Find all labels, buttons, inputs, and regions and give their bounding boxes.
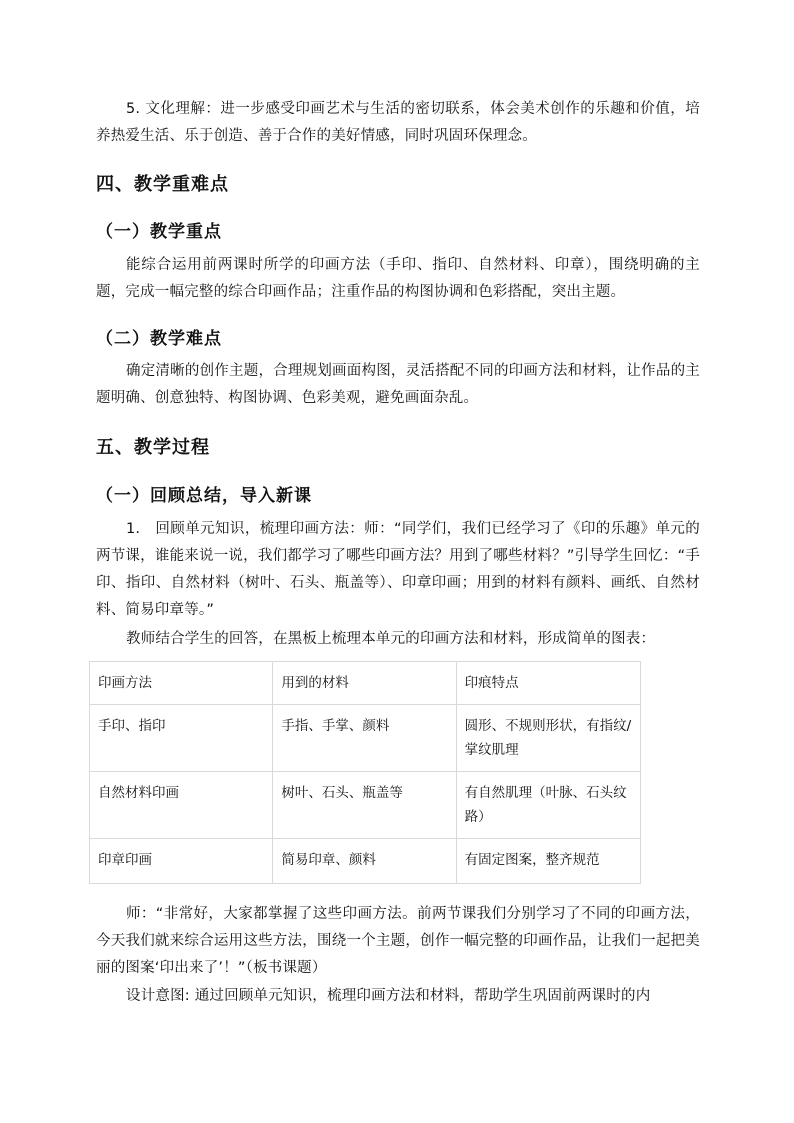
paragraph-board-summary: 教师结合学生的回答，在黑板上梳理本单元的印画方法和材料，形成简单的图表： (126, 631, 656, 647)
table-header-row (90, 662, 641, 705)
heading-teaching-difficulty: （二）教学难点 (96, 329, 222, 349)
heading-teaching-key-difficult: 四、教学重难点 (96, 174, 229, 195)
table-row (90, 839, 641, 884)
table-cell: 自然材料印画 (90, 772, 273, 839)
paragraph-key-point: 能综合运用前两课时所学的印画方法（手印、指印、自然材料、印章），围绕明确的主题，完成一幅完整的综合印画作品；注重作品的构图协调和色彩搭配，突出主题。 (96, 257, 700, 300)
heading-teaching-key-point: （一）教学重点 (96, 222, 222, 242)
paragraph-design-intent: 设计意图: 通过回顾单元知识，梳理印画方法和材料，帮助学生巩固前两课时的内 (126, 988, 651, 1004)
table-cell: 手印、指印 (90, 705, 273, 772)
heading-teaching-process: 五、教学过程 (96, 437, 210, 458)
table-cell: 手指、手掌、颜料 (273, 705, 456, 772)
table-cell: 简易印章、颜料 (273, 839, 456, 884)
paragraph-teacher-speech: 师：“非常好，大家都掌握了这些印画方法。前两节课我们分别学习了不同的印画方法，今天我们就来综合运用这些方法，围绕一个主题，创作一幅完整的印画作品，让我们一起把美丽的图案‘印出来了’！”（板书课题） (96, 906, 700, 976)
paragraph-review: 1. 回顾单元知识，梳理印画方法：师：“同学们，我们已经学习了《印的乐趣》单元的两节课，谁能来说一说，我们都学习了哪些印画方法？用到了哪些材料？”引导学生回忆：“手印、指印、自然材料（树叶、石头、瓶盖等）、印章印画；用到的材料有颜料、画纸、自然材料、简易印章等。” (96, 521, 700, 618)
paragraph-difficulty: 确定清晰的创作主题，合理规划画面构图，灵活搭配不同的印画方法和材料，让作品的主题明确、创意独特、构图协调、色彩美观，避免画面杂乱。 (96, 363, 700, 406)
table-row (90, 772, 641, 839)
printing-methods-table (89, 661, 641, 884)
table-cell: 树叶、石头、瓶盖等 (273, 772, 456, 839)
table-cell: 印章印画 (90, 839, 273, 884)
table-cell: 有自然肌理（叶脉、石头纹路） (456, 772, 640, 839)
table-cell: 圆形、不规则形状，有指纹/掌纹肌理 (456, 705, 640, 772)
heading-review-introduce: （一）回顾总结，导入新课 (96, 486, 312, 506)
table-row (90, 705, 641, 772)
table-header-cell: 印痕特点 (456, 662, 640, 705)
paragraph-culture-understanding: 5. 文化理解：进一步感受印画艺术与生活的密切联系，体会美术创作的乐趣和价值，培养热爱生活、乐于创造、善于合作的美好情感，同时巩固环保理念。 (96, 101, 700, 144)
table-header-cell: 用到的材料 (273, 662, 456, 705)
table-cell: 有固定图案，整齐规范 (456, 839, 640, 884)
table-header-cell: 印画方法 (90, 662, 273, 705)
